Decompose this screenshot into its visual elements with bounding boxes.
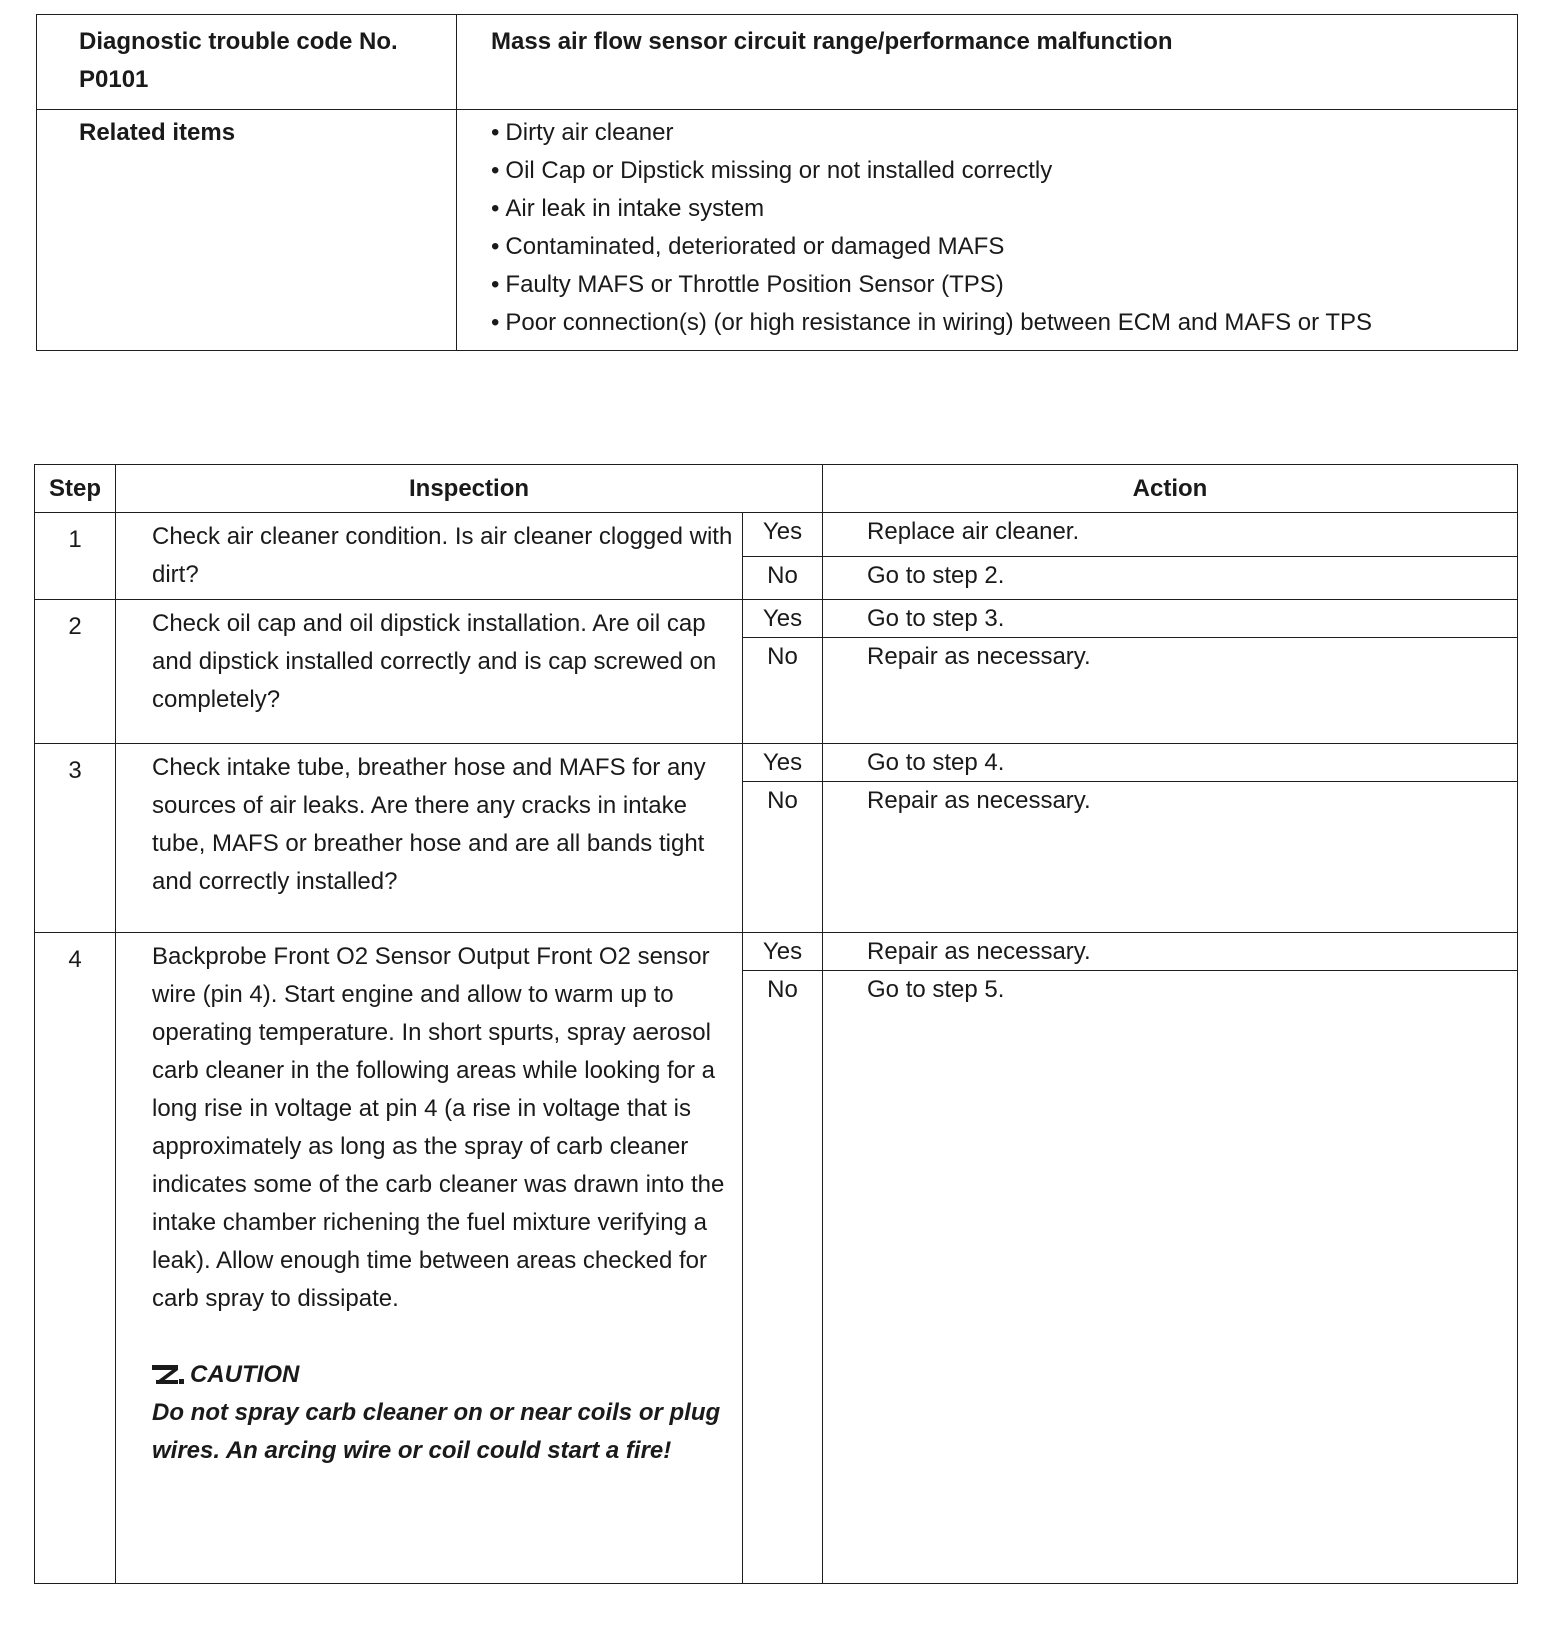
- related-items-cell: [457, 110, 1518, 351]
- related-item: • Dirty air cleaner: [491, 114, 1507, 152]
- yes-label: Yes: [743, 600, 823, 638]
- table-row: [35, 600, 1518, 638]
- no-label: No: [743, 556, 823, 600]
- related-items-list: [491, 114, 1507, 342]
- yes-action: Go to step 3.: [823, 600, 1518, 638]
- dtc-description: Mass air flow sensor circuit range/performance malfunction: [457, 15, 1518, 110]
- table-header-row: [35, 465, 1518, 513]
- no-label: No: [743, 971, 823, 1584]
- table-row: [35, 513, 1518, 557]
- related-item: • Contaminated, deteriorated or damaged MAFS: [491, 228, 1507, 266]
- related-item: • Faulty MAFS or Throttle Position Sensor (TPS): [491, 266, 1507, 304]
- no-label: No: [743, 781, 823, 933]
- inspection-cell: [116, 933, 743, 1584]
- caution-heading: [152, 1356, 738, 1394]
- yes-label: Yes: [743, 513, 823, 557]
- inspection-text: Check oil cap and oil dipstick installation. Are oil cap and dipstick installed correctly and is cap screwed on completely?: [116, 600, 743, 744]
- related-item: • Poor connection(s) (or high resistance in wiring) between ECM and MAFS or TPS: [491, 304, 1507, 342]
- step-number: 1: [35, 513, 116, 600]
- caution-label: CAUTION: [190, 1361, 300, 1389]
- no-action: Go to step 2.: [823, 556, 1518, 600]
- related-items-label: Related items: [37, 110, 457, 351]
- no-label: No: [743, 638, 823, 744]
- yes-action: Replace air cleaner.: [823, 513, 1518, 557]
- step-number: 4: [35, 933, 116, 1584]
- no-action: Repair as necessary.: [823, 638, 1518, 744]
- col-header-action: Action: [823, 465, 1518, 513]
- yes-label: Yes: [743, 743, 823, 781]
- table-row: [35, 743, 1518, 781]
- dtc-row: [37, 15, 1518, 110]
- step-number: 2: [35, 600, 116, 744]
- related-item: • Air leak in intake system: [491, 190, 1507, 228]
- inspection-text: Check intake tube, breather hose and MAFS for any sources of air leaks. Are there any cracks in intake tube, MAFS or breather hose and are all bands tight and correctly installed?: [116, 743, 743, 933]
- dtc-info-table: [36, 14, 1518, 351]
- related-item: • Oil Cap or Dipstick missing or not installed correctly: [491, 152, 1507, 190]
- yes-action: Repair as necessary.: [823, 933, 1518, 971]
- caution-text: Do not spray carb cleaner on or near coils or plug wires. An arcing wire or coil could start a fire!: [152, 1399, 721, 1465]
- col-header-inspection: Inspection: [116, 465, 823, 513]
- caution-icon: [152, 1364, 186, 1386]
- inspection-text: Check air cleaner condition. Is air cleaner clogged with dirt?: [116, 513, 743, 600]
- no-action: Repair as necessary.: [823, 781, 1518, 933]
- related-items-row: [37, 110, 1518, 351]
- yes-action: Go to step 4.: [823, 743, 1518, 781]
- dtc-label: Diagnostic trouble code No. P0101: [37, 15, 457, 110]
- table-row: [35, 933, 1518, 971]
- step-number: 3: [35, 743, 116, 933]
- inspection-text: Backprobe Front O2 Sensor Output Front O2 sensor wire (pin 4). Start engine and allow to warm up to operating temperature. In short spurts, spray aerosol carb cleaner in the following areas while looking for a long rise in voltage at pin 4 (a rise in voltage that is approximately as long as the spray of carb cleaner indicates some of the carb cleaner was drawn into the intake chamber richening the fuel mixture verifying a leak). Allow enough time between areas checked for carb spray to dissipate.: [152, 943, 725, 1313]
- diagnostic-steps-table: [34, 464, 1518, 1584]
- yes-label: Yes: [743, 933, 823, 971]
- col-header-step: Step: [35, 465, 116, 513]
- no-action: Go to step 5.: [823, 971, 1518, 1584]
